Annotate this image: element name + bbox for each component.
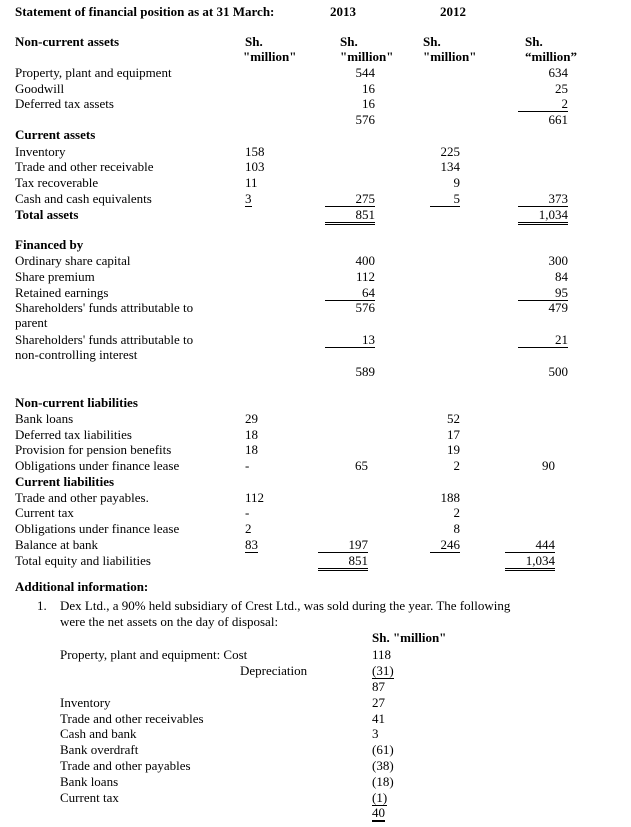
row-label: Cash and cash equivalents xyxy=(15,191,152,206)
value-2013-total: 65 xyxy=(355,458,368,473)
disposal-label: Cash and bank xyxy=(60,726,137,741)
value-2013-total: 13 xyxy=(325,332,375,348)
value-2012-total: 2 xyxy=(518,96,568,112)
disposal-label: Trade and other receivables xyxy=(60,711,204,726)
value-2012-total: 90 xyxy=(542,458,555,473)
value-2013-total: 197 xyxy=(318,537,368,553)
value-2012-detail: 19 xyxy=(447,442,460,457)
value-2012-total: 444 xyxy=(505,537,555,553)
disposal-value: 118 xyxy=(372,647,392,662)
disposal-value: 40 xyxy=(372,805,385,820)
item-text: Dex Ltd., a 90% held subsidiary of Crest Ltd., was sold during the year. The following were the net assets on the day of disposal: xyxy=(60,598,511,629)
row-label: Balance at bank xyxy=(15,537,99,552)
disposal-value: (31) xyxy=(372,663,394,678)
value-2013-total: 275 xyxy=(325,191,375,207)
disposal-value: (61) xyxy=(372,742,394,757)
row-label: Retained earnings xyxy=(15,285,109,300)
row-label: Current assets xyxy=(15,127,96,142)
column-unit-label: Sh. xyxy=(340,34,358,49)
value-2013-detail: 2 xyxy=(245,521,252,536)
value-2012-total: 300 xyxy=(548,253,568,268)
row-label: Trade and other receivable xyxy=(15,159,154,174)
row-label: Total assets xyxy=(15,207,79,222)
value-2012-detail: 8 xyxy=(453,521,460,536)
value-2012-detail: 134 xyxy=(440,159,460,174)
disposal-value: (1) xyxy=(372,790,388,805)
value-2012-detail: 2 xyxy=(453,505,460,520)
column-unit-label: "million" xyxy=(340,49,394,64)
disposal-value: 41 xyxy=(372,711,385,726)
row-label: Shareholders' funds attributable to non-controlling interest xyxy=(15,332,194,362)
value-2013-total: 576 xyxy=(355,300,375,315)
row-label: Obligations under finance lease xyxy=(15,458,180,473)
row-label: Bank loans xyxy=(15,411,74,426)
row-label: Current tax xyxy=(15,505,74,520)
value-2013-total: 16 xyxy=(362,81,375,96)
row-label: Inventory xyxy=(15,144,66,159)
column-unit-label: Sh. xyxy=(423,34,441,49)
disposal-label: Property, plant and equipment: Cost xyxy=(60,647,248,662)
value-2013-total: 16 xyxy=(362,96,375,111)
disposal-label: Current tax xyxy=(60,790,119,805)
row-label: Tax recoverable xyxy=(15,175,99,190)
value-2012-total: 1,034 xyxy=(518,207,568,225)
value-2013-total: 544 xyxy=(355,65,375,80)
year-2013: 2013 xyxy=(330,4,356,19)
value-2012-total: 21 xyxy=(518,332,568,348)
value-2013-detail: 103 xyxy=(245,159,265,174)
row-label: Goodwill xyxy=(15,81,65,96)
value-2012-total: 1,034 xyxy=(505,553,555,571)
value-2013-detail: 112 xyxy=(245,490,265,505)
row-label: Deferred tax liabilities xyxy=(15,427,132,442)
row-label: Deferred tax assets xyxy=(15,96,114,111)
value-2012-total: 373 xyxy=(518,191,568,207)
row-label: Shareholders' funds attributable to parent xyxy=(15,300,194,330)
column-unit-label: “million” xyxy=(525,49,578,64)
row-label: Current liabilities xyxy=(15,474,115,489)
value-2013-total: 64 xyxy=(325,285,375,301)
value-2012-detail: 5 xyxy=(430,191,460,207)
value-2013-total: 400 xyxy=(355,253,375,268)
statement-title: Statement of financial position as at 31 March: xyxy=(15,4,275,19)
value-2012-total: 500 xyxy=(548,364,568,379)
value-2013-detail: - xyxy=(245,505,250,520)
value-2013-detail: 18 xyxy=(245,442,258,457)
row-label: Trade and other payables. xyxy=(15,490,149,505)
value-2012-total: 661 xyxy=(548,112,568,127)
value-2013-detail: 11 xyxy=(245,175,258,190)
additional-info-heading: Additional information: xyxy=(15,579,149,594)
disposal-label: Inventory xyxy=(60,695,111,710)
value-2012-detail: 52 xyxy=(447,411,460,426)
value-2013-total: 576 xyxy=(355,112,375,127)
disposal-value: 27 xyxy=(372,695,385,710)
row-label: Share premium xyxy=(15,269,95,284)
value-2012-total: 634 xyxy=(548,65,568,80)
value-2012-detail: 9 xyxy=(453,175,460,190)
column-unit-label: Sh. xyxy=(525,34,543,49)
value-2012-total: 95 xyxy=(518,285,568,301)
disposal-value: 3 xyxy=(372,726,379,741)
column-unit-label: "million" xyxy=(423,49,477,64)
value-2012-detail: 188 xyxy=(440,490,460,505)
year-2012: 2012 xyxy=(440,4,466,19)
value-2013-total: 112 xyxy=(355,269,375,284)
disposal-label: Bank overdraft xyxy=(60,742,139,757)
value-2013-total: 851 xyxy=(325,207,375,225)
row-label: Ordinary share capital xyxy=(15,253,131,268)
item-number: 1. xyxy=(37,598,47,613)
value-2013-total: 589 xyxy=(355,364,375,379)
value-2013-total: 851 xyxy=(318,553,368,571)
disposal-label: Trade and other payables xyxy=(60,758,191,773)
value-2012-total: 84 xyxy=(555,269,568,284)
disposal-label: Bank loans xyxy=(60,774,119,789)
column-unit-label: Sh. xyxy=(245,34,263,49)
disposal-label: Depreciation xyxy=(240,663,308,678)
value-2012-total: 479 xyxy=(548,300,568,315)
value-2012-detail: 17 xyxy=(447,427,460,442)
value-2012-detail: 225 xyxy=(440,144,460,159)
value-2013-detail: 3 xyxy=(245,191,252,206)
row-label: Property, plant and equipment xyxy=(15,65,172,80)
row-label: Financed by xyxy=(15,237,84,252)
value-2013-detail: - xyxy=(245,458,250,473)
value-2012-detail: 2 xyxy=(453,458,460,473)
column-unit-label: "million" xyxy=(243,49,297,64)
unit-header: Sh. "million" xyxy=(372,630,447,645)
value-2013-detail: 158 xyxy=(245,144,265,159)
value-2013-detail: 83 xyxy=(245,537,258,552)
disposal-value: (18) xyxy=(372,774,394,789)
row-label: Non-current assets xyxy=(15,34,120,49)
row-label: Total equity and liabilities xyxy=(15,553,151,568)
row-label: Obligations under finance lease xyxy=(15,521,180,536)
disposal-value: 87 xyxy=(372,679,385,694)
disposal-value: (38) xyxy=(372,758,394,773)
value-2013-detail: 18 xyxy=(245,427,258,442)
value-2013-detail: 29 xyxy=(245,411,258,426)
value-2012-detail: 246 xyxy=(430,537,460,553)
value-2012-total: 25 xyxy=(555,81,568,96)
row-label: Non-current liabilities xyxy=(15,395,138,410)
row-label: Provision for pension benefits xyxy=(15,442,172,457)
